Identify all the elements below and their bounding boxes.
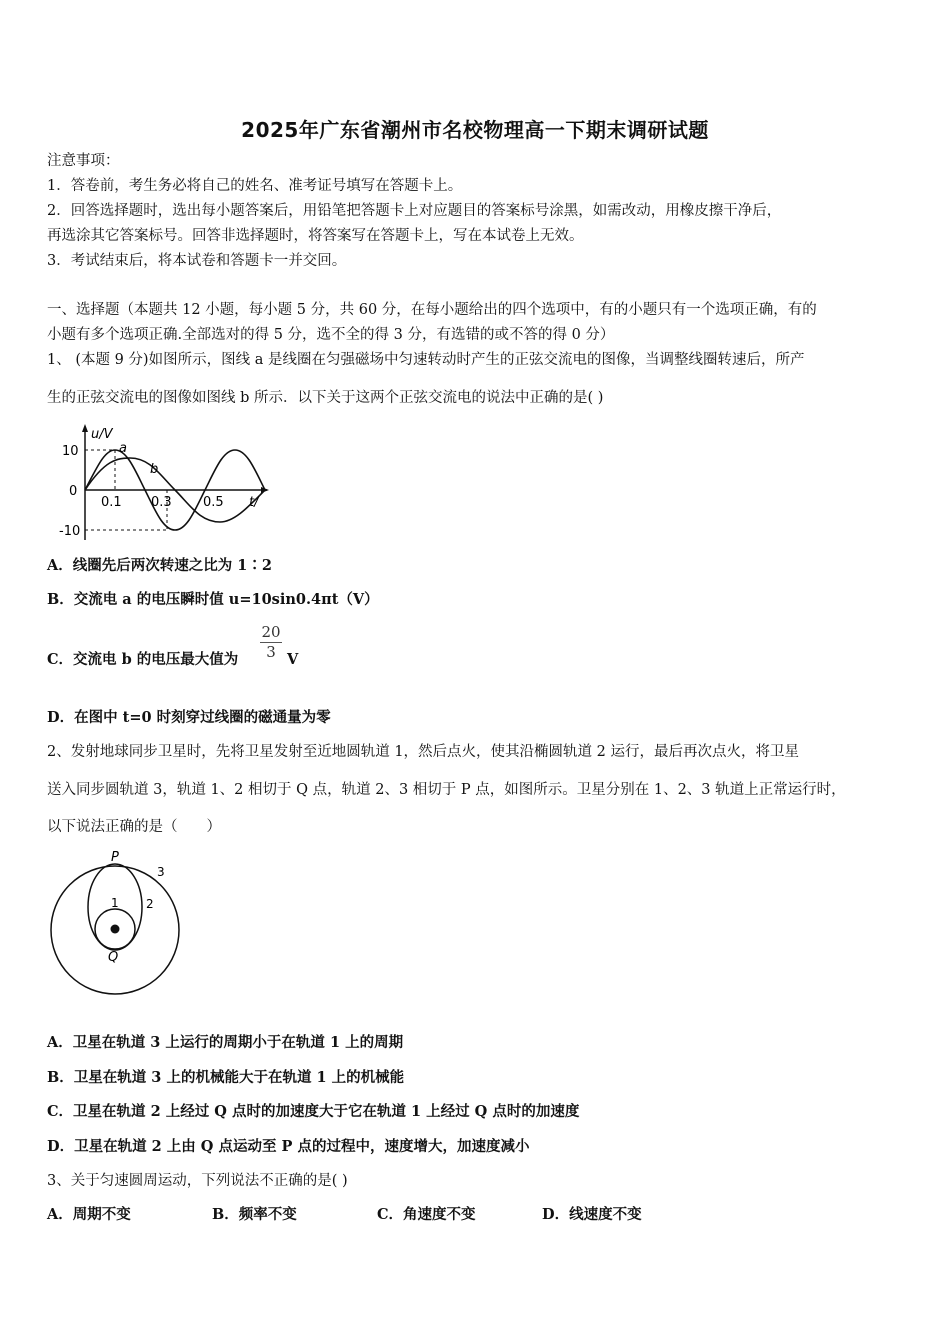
notes-item: 3．考试结束后，将本试卷和答题卡一并交回。	[47, 253, 347, 269]
orbit-2-label: 2	[146, 897, 154, 911]
page-title: 2025年广东省潮州市名校物理高一下期末调研试题	[241, 118, 709, 142]
orbit-1-label: 1	[111, 896, 119, 910]
fraction-numerator: 20	[261, 623, 281, 641]
notes-item: 1．答卷前，考生务必将自己的姓名、准考证号填写在答题卡上。	[47, 178, 463, 194]
q3-option-b[interactable]: B．频率不变	[212, 1206, 297, 1223]
section-heading: 一、选择题（本题共 12 小题，每小题 5 分，共 60 分，在每小题给出的四个选项中，有的小题只有一个选项正确，有的	[47, 302, 817, 318]
y-tick-neg10: -10	[59, 524, 81, 539]
q2-option-b[interactable]: B．卫星在轨道 3 上的机械能大于在轨道 1 上的机械能	[47, 1069, 405, 1086]
curve-b-label: b	[150, 462, 159, 477]
x-tick-0.5: 0.5	[203, 495, 224, 510]
q2-option-d[interactable]: D．卫星在轨道 2 上由 Q 点运动至 P 点的过程中，速度增大，加速度减小	[47, 1138, 530, 1155]
q3-stem: 3、关于匀速圆周运动，下列说法不正确的是( )	[47, 1173, 348, 1189]
q2-option-c[interactable]: C．卫星在轨道 2 上经过 Q 点时的加速度大于它在轨道 1 上经过 Q 点时的加速度	[47, 1103, 580, 1120]
q2-orbit-diagram	[45, 845, 190, 995]
q2-stem: 2、发射地球同步卫星时，先将卫星发射至近地圆轨道 1，然后点火，使其沿椭圆轨道 2 运行，最后再次点火，将卫星	[47, 744, 799, 760]
x-tick-0.3: 0.3	[151, 495, 172, 510]
notes-item: 2．回答选择题时，选出每小题答案后，用铅笔把答题卡上对应题目的答案标号涂黑，如需改动，用橡皮擦干净后，	[47, 203, 782, 219]
q1-option-c-text: C．交流电 b 的电压最大值为	[47, 651, 239, 668]
fraction-denominator: 3	[266, 643, 276, 661]
q1-option-c-unit: V	[287, 651, 299, 668]
q1-stem-cont: 生的正弦交流电的图像如图线 b 所示．以下关于这两个正弦交流电的说法中正确的是( )	[47, 390, 604, 406]
y-tick-0: 0	[69, 484, 78, 499]
notes-heading: 注意事项：	[47, 153, 120, 169]
q2-stem-cont: 送入同步圆轨道 3，轨道 1、2 相切于 Q 点，轨道 2、3 相切于 P 点，如图所示。卫星分别在 1、2、3 轨道上正常运行时，	[47, 782, 846, 798]
orbit-3-label: 3	[157, 865, 165, 879]
q1-option-d[interactable]: D．在图中 t=0 时刻穿过线圈的磁通量为零	[47, 709, 331, 726]
point-p-label: P	[111, 850, 119, 865]
y-tick-10: 10	[62, 444, 79, 459]
q1-option-c[interactable]	[47, 650, 238, 670]
curve-a-label: a	[119, 441, 127, 456]
q2-option-a[interactable]: A．卫星在轨道 3 上运行的周期小于在轨道 1 上的周期	[47, 1034, 404, 1051]
q1-option-a[interactable]: A．线圈先后两次转速之比为 1∶2	[47, 557, 272, 574]
point-q-label: Q	[108, 950, 119, 965]
earth-dot	[111, 925, 120, 934]
q1-option-c-fraction	[258, 623, 284, 661]
notes-item: 再选涂其它答案标号。回答非选择题时，将答案写在答题卡上，写在本试卷上无效。	[47, 228, 584, 244]
q3-option-a[interactable]: A．周期不变	[47, 1206, 131, 1223]
x-axis-label: t/	[249, 495, 259, 510]
q3-option-c[interactable]: C．角速度不变	[377, 1206, 476, 1223]
section-heading-cont: 小题有多个选项正确.全部选对的得 5 分，选不全的得 3 分，有选错的或不答的得 0 分）	[47, 327, 615, 343]
x-tick-0.1: 0.1	[101, 495, 122, 510]
y-axis-label: u/V	[91, 427, 113, 442]
q1-stem: 1、 (本题 9 分)如图所示，图线 a 是线圈在匀强磁场中匀速转动时产生的正弦交流电的图像，当调整线圈转速后，所产	[47, 352, 805, 368]
q1-voltage-graph	[55, 420, 275, 545]
q2-stem-cont: 以下说法正确的是（ ）	[47, 819, 221, 835]
q3-option-d[interactable]: D．线速度不变	[542, 1206, 642, 1223]
q1-option-b[interactable]: B．交流电 a 的电压瞬时值 u=10sin0.4πt（V）	[47, 591, 379, 608]
